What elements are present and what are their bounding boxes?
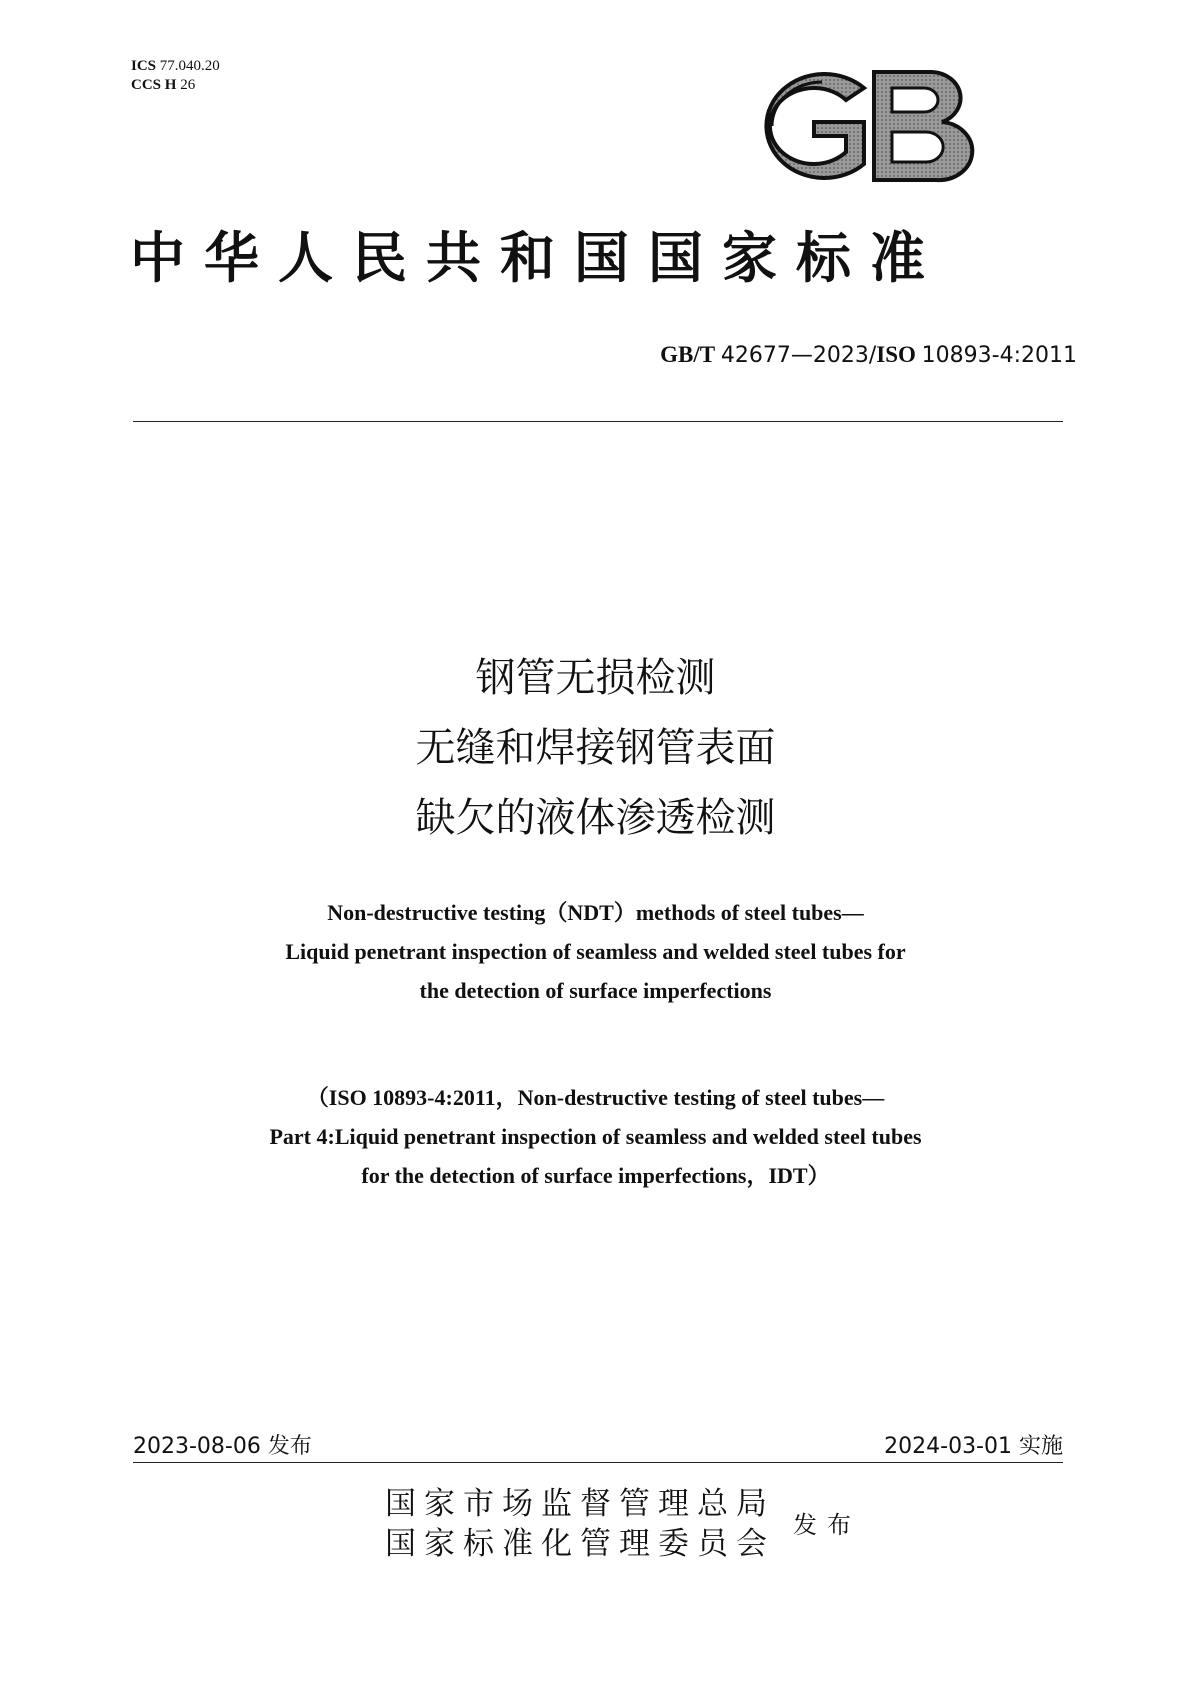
iso-prefix: ISO (876, 342, 916, 367)
iso-reference (0, 1078, 1191, 1195)
ccs-code: 26 (180, 77, 196, 93)
publish-date: 2023-08-06 发布 (133, 1434, 312, 1459)
gb-number: 42677—2023/ (720, 343, 877, 368)
implementation-date: 2024-03-01 实施 (884, 1434, 1063, 1459)
ics-label: ICS (131, 58, 157, 74)
gb-prefix: GB/T (660, 342, 716, 367)
issuer-2: 国家标准化管理委员会 (385, 1526, 775, 1562)
date-row (133, 1429, 1063, 1461)
classification-codes (131, 57, 220, 95)
english-title-line-1: Non-destructive testing（NDT）methods of steel tubes— (327, 900, 864, 925)
national-standard-heading: 中华人民共和国国家标准 (130, 225, 945, 290)
english-title-line-2: Liquid penetrant inspection of seamless and welded steel tubes for (285, 939, 906, 964)
standard-number (660, 342, 1077, 368)
iso-reference-line-1: （ISO 10893-4:2011，Non-destructive testing of steel tubes— (306, 1085, 885, 1110)
issuing-authorities (385, 1484, 775, 1564)
ics-code: 77.040.20 (159, 58, 220, 74)
ics-line (131, 57, 220, 76)
english-title (0, 893, 1191, 1010)
ccs-code-letter: H (164, 77, 177, 93)
ccs-label: CCS (131, 77, 162, 93)
iso-number: 10893-4:2011 (921, 343, 1077, 368)
issue-label: 发布 (793, 1511, 861, 1539)
iso-reference-line-2: Part 4:Liquid penetrant inspection of seamless and welded steel tubes (269, 1124, 922, 1149)
gb-logo-icon (752, 66, 984, 186)
iso-reference-line-3: for the detection of surface imperfections，IDT） (361, 1163, 830, 1188)
english-title-line-3: the detection of surface imperfections (419, 978, 772, 1003)
chinese-title-line-1: 钢管无损检测 (475, 655, 716, 701)
chinese-title-line-3: 缺欠的液体渗透检测 (415, 795, 776, 841)
bottom-divider (133, 1462, 1063, 1463)
issuer-1: 国家市场监督管理总局 (385, 1486, 775, 1522)
chinese-title-line-2: 无缝和焊接钢管表面 (415, 725, 776, 771)
chinese-title (0, 643, 1191, 853)
ccs-line (131, 76, 220, 95)
gb-logo (752, 66, 984, 186)
top-divider (133, 421, 1063, 422)
